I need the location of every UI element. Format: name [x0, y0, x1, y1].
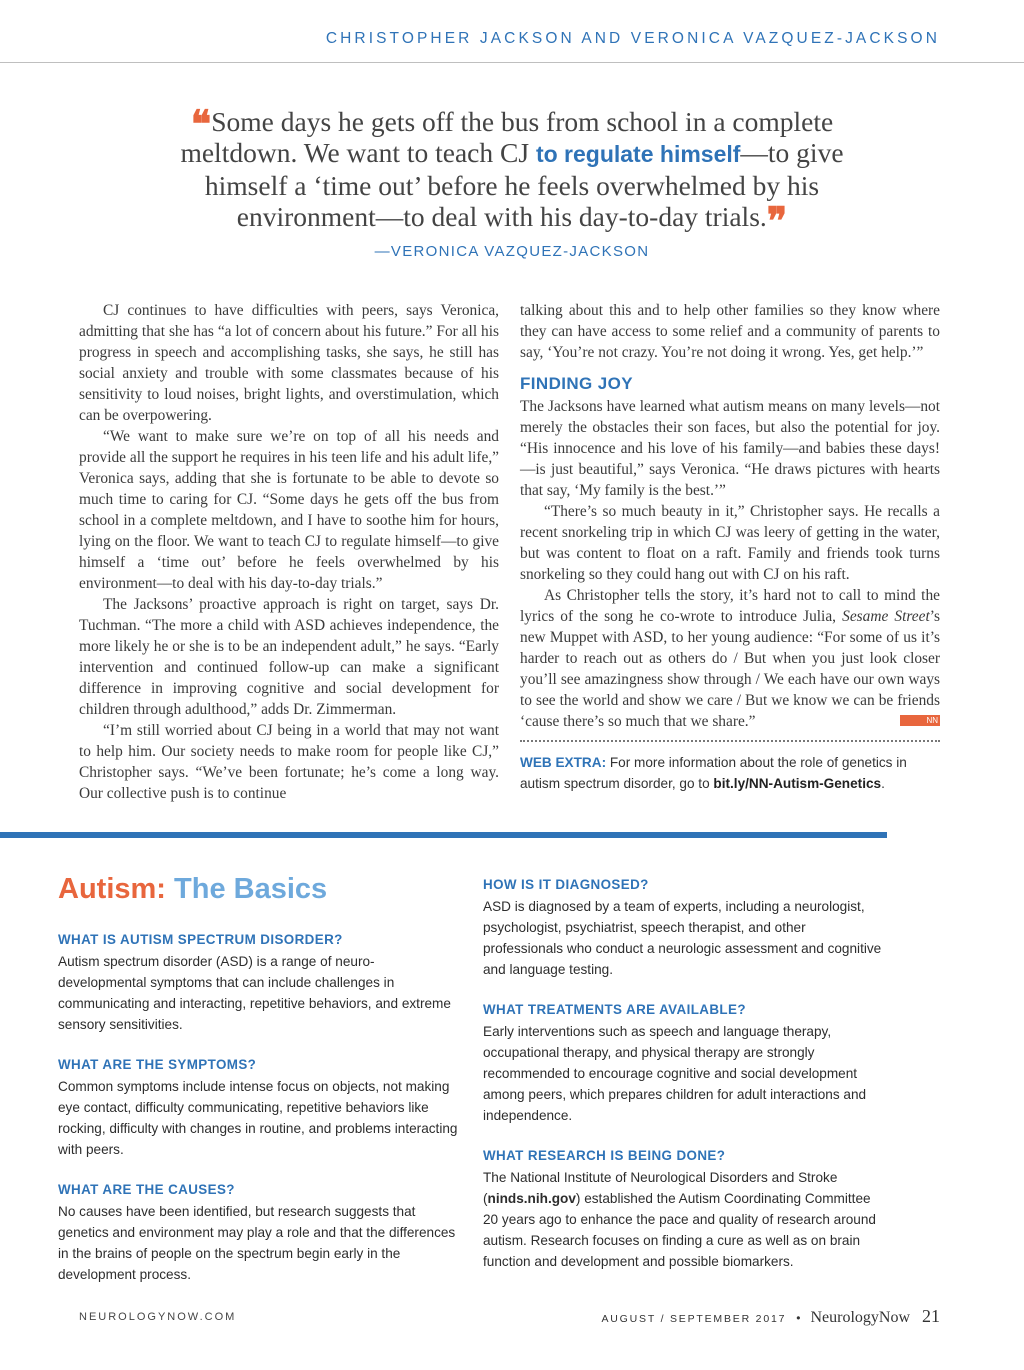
answer-text: The National Institute of Neurological Disorders and Stroke (: [483, 1170, 838, 1206]
footer-folio: [601, 1306, 940, 1327]
basics-question: WHAT RESEARCH IS BEING DONE?: [483, 1148, 726, 1163]
basics-question: HOW IS IT DIAGNOSED?: [483, 877, 649, 892]
web-extra-text: For more information about the role of genetics in autism spectrum disorder, go to: [520, 755, 907, 791]
article-paragraph: The Jacksons have learned what autism means on many levels—not merely the obstacles their son faces, but also the potential for joy. “His innocence and his love of his family—and babies these days!—is just beautiful,” says Veronica. “He draws pictures with hearts that say, ‘My family is the best.’”: [520, 398, 940, 499]
web-extra-link[interactable]: bit.ly/NN-Autism-Genetics: [713, 776, 882, 791]
basics-answer: ASD is diagnosed by a team of experts, including a neurologist, psychologist, psychiatrist, speech therapist, and other professionals who conduct a neurologic assessment and cognitive and language testing.: [483, 899, 882, 977]
article-paragraph-last: [520, 585, 940, 732]
show-title: Sesame Street: [842, 608, 930, 625]
page-number: 21: [922, 1306, 940, 1326]
open-quote-mark-icon: ❝: [190, 101, 212, 146]
web-extra-label: WEB EXTRA:: [520, 755, 607, 770]
basics-title-word2: The Basics: [174, 873, 328, 905]
article-paragraph: “There’s so much beauty in it,” Christopher says. He recalls a recent snorkeling trip in which CJ was leery of getting in the water, but was content to float on a raft. Family and friends took turns snorkeling so they could hang out with CJ on his raft.: [520, 503, 940, 583]
running-header: [0, 0, 1024, 63]
header-title: CHRISTOPHER JACKSON AND VERONICA VAZQUEZ-JACKSON: [325, 30, 940, 47]
answer-text: ) established the Autism Coordinating Committee 20 years ago to enhance the pace and quality of research around autism. Research focuses on finding a cure as well as on brain function and development and possible biomarkers.: [483, 1191, 876, 1269]
basics-answer: No causes have been identified, but research suggests that genetics and environment may play a role and that the differences in the brains of people on the spectrum begin early in the development process.: [58, 1204, 456, 1282]
paragraph-text: ’s new Muppet with ASD, to her young audience: “For some of us it’s harder to reach out as others do / But when you just look closer you’ll see amazingness show through / We each have our own ways to see the world and show we care / But we know we can be friends ‘cause there’s so much that we share.”: [520, 608, 940, 730]
article-paragraph: “We want to make sure we’re on top of all his needs and provide all the support he requires in his teen life and his adult life,” Veronica says, adding that she is fortunate to be able to devote so much time to caring for CJ. “Some days he gets off the bus from school in a complete meltdown, and I have to soothe him for hours, lying on the floor. We want to teach CJ to regulate himself—to give himself a ‘time out’ before he feels overwhelmed by his environment—to deal with his day-to-day trials.”: [79, 428, 499, 592]
article-paragraph: The Jacksons’ proactive approach is right on target, says Dr. Tuchman. “The more a child with ASD achieves independence, the more likely he or she is to be an independent adult,” he says. “Early intervention and continued follow-up can make a significant difference in improving cognitive and social development for children through adulthood,” adds Dr. Zimmerman.: [79, 596, 499, 718]
footer-date: AUGUST / SEPTEMBER 2017: [601, 1313, 787, 1325]
basics-answer: Autism spectrum disorder (ASD) is a range of neuro-developmental symptoms that can include challenges in communicating and interacting, repetitive behaviors, and extreme sensory sensitivities.: [58, 954, 451, 1032]
pull-quote-attribution: —VERONICA VAZQUEZ-JACKSON: [374, 243, 650, 260]
sidebar-divider-rule: [0, 832, 887, 838]
end-mark-icon: NN: [900, 715, 940, 726]
basics-column-right: [483, 874, 887, 1291]
article-paragraph: “I’m still worried about CJ being in a world that may not want to help him. Our society needs to make room for people like CJ,” Christopher says. “We’ve been fortunate; he’s come a long way. Our collective push is to continue: [79, 722, 499, 802]
web-extra: [520, 752, 940, 794]
pull-quote-text-after: —to give himself a ‘time out’ before he feels overwhelmed by his environment—to deal with his day-to-day trials.: [204, 137, 844, 232]
pull-quote: [160, 101, 864, 243]
basics-question: WHAT IS AUTISM SPECTRUM DISORDER?: [58, 932, 343, 947]
article-column-left: [79, 300, 499, 804]
ninds-link[interactable]: ninds.nih.gov: [487, 1191, 576, 1206]
basics-question: WHAT TREATMENTS ARE AVAILABLE?: [483, 1002, 746, 1017]
web-extra-period: .: [881, 776, 885, 791]
pull-quote-text-before: Some days he gets off the bus from school in a complete meltdown. We want to teach CJ: [180, 106, 834, 168]
footer-site: NEUROLOGYNOW.COM: [79, 1311, 237, 1323]
pull-quote-emphasis: to regulate himself: [535, 141, 741, 167]
basics-column-left: [58, 929, 458, 1304]
close-quote-mark-icon: ❞: [766, 198, 788, 243]
article-column-right: [520, 300, 940, 794]
dotted-divider: [520, 740, 940, 742]
basics-answer: Early interventions such as speech and language therapy, occupational therapy, and physical therapy are strongly recommended to encourage cognitive and social development among peers, which prepares children for adult interactions and independence.: [483, 1024, 867, 1123]
basics-answer: Common symptoms include intense focus on objects, not making eye contact, difficulty communicating, repetitive behaviors like rocking, difficulty with changes in routine, and problems interacting with peers.: [58, 1079, 458, 1157]
basics-question: WHAT ARE THE SYMPTOMS?: [58, 1057, 257, 1072]
footer-bullet: •: [796, 1311, 801, 1325]
footer-brand: NeurologyNow: [810, 1309, 910, 1326]
basics-title: [58, 873, 327, 906]
basics-answer: [483, 1167, 887, 1272]
article-paragraph: CJ continues to have difficulties with peers, says Veronica, admitting that she has “a lot of concern about his future.” For all his progress in speech and accomplishing tasks, she says, he still has social anxiety and trouble with some classmates because of his sensitivity to loud noises, bright lights, and overstimulation, which can be overpowering.: [79, 302, 499, 424]
section-heading: FINDING JOY: [520, 374, 634, 393]
paragraph-text: As Christopher tells the story, it’s hard not to call to mind the lyrics of the song he co-wrote to introduce Julia,: [520, 587, 940, 625]
basics-title-word1: Autism:: [58, 873, 166, 905]
basics-question: WHAT ARE THE CAUSES?: [58, 1182, 235, 1197]
article-paragraph: talking about this and to help other families so they know where they can have access to some relief and a community of parents to say, ‘You’re not crazy. You’re not doing it wrong. Yes, get help.’”: [520, 302, 940, 361]
